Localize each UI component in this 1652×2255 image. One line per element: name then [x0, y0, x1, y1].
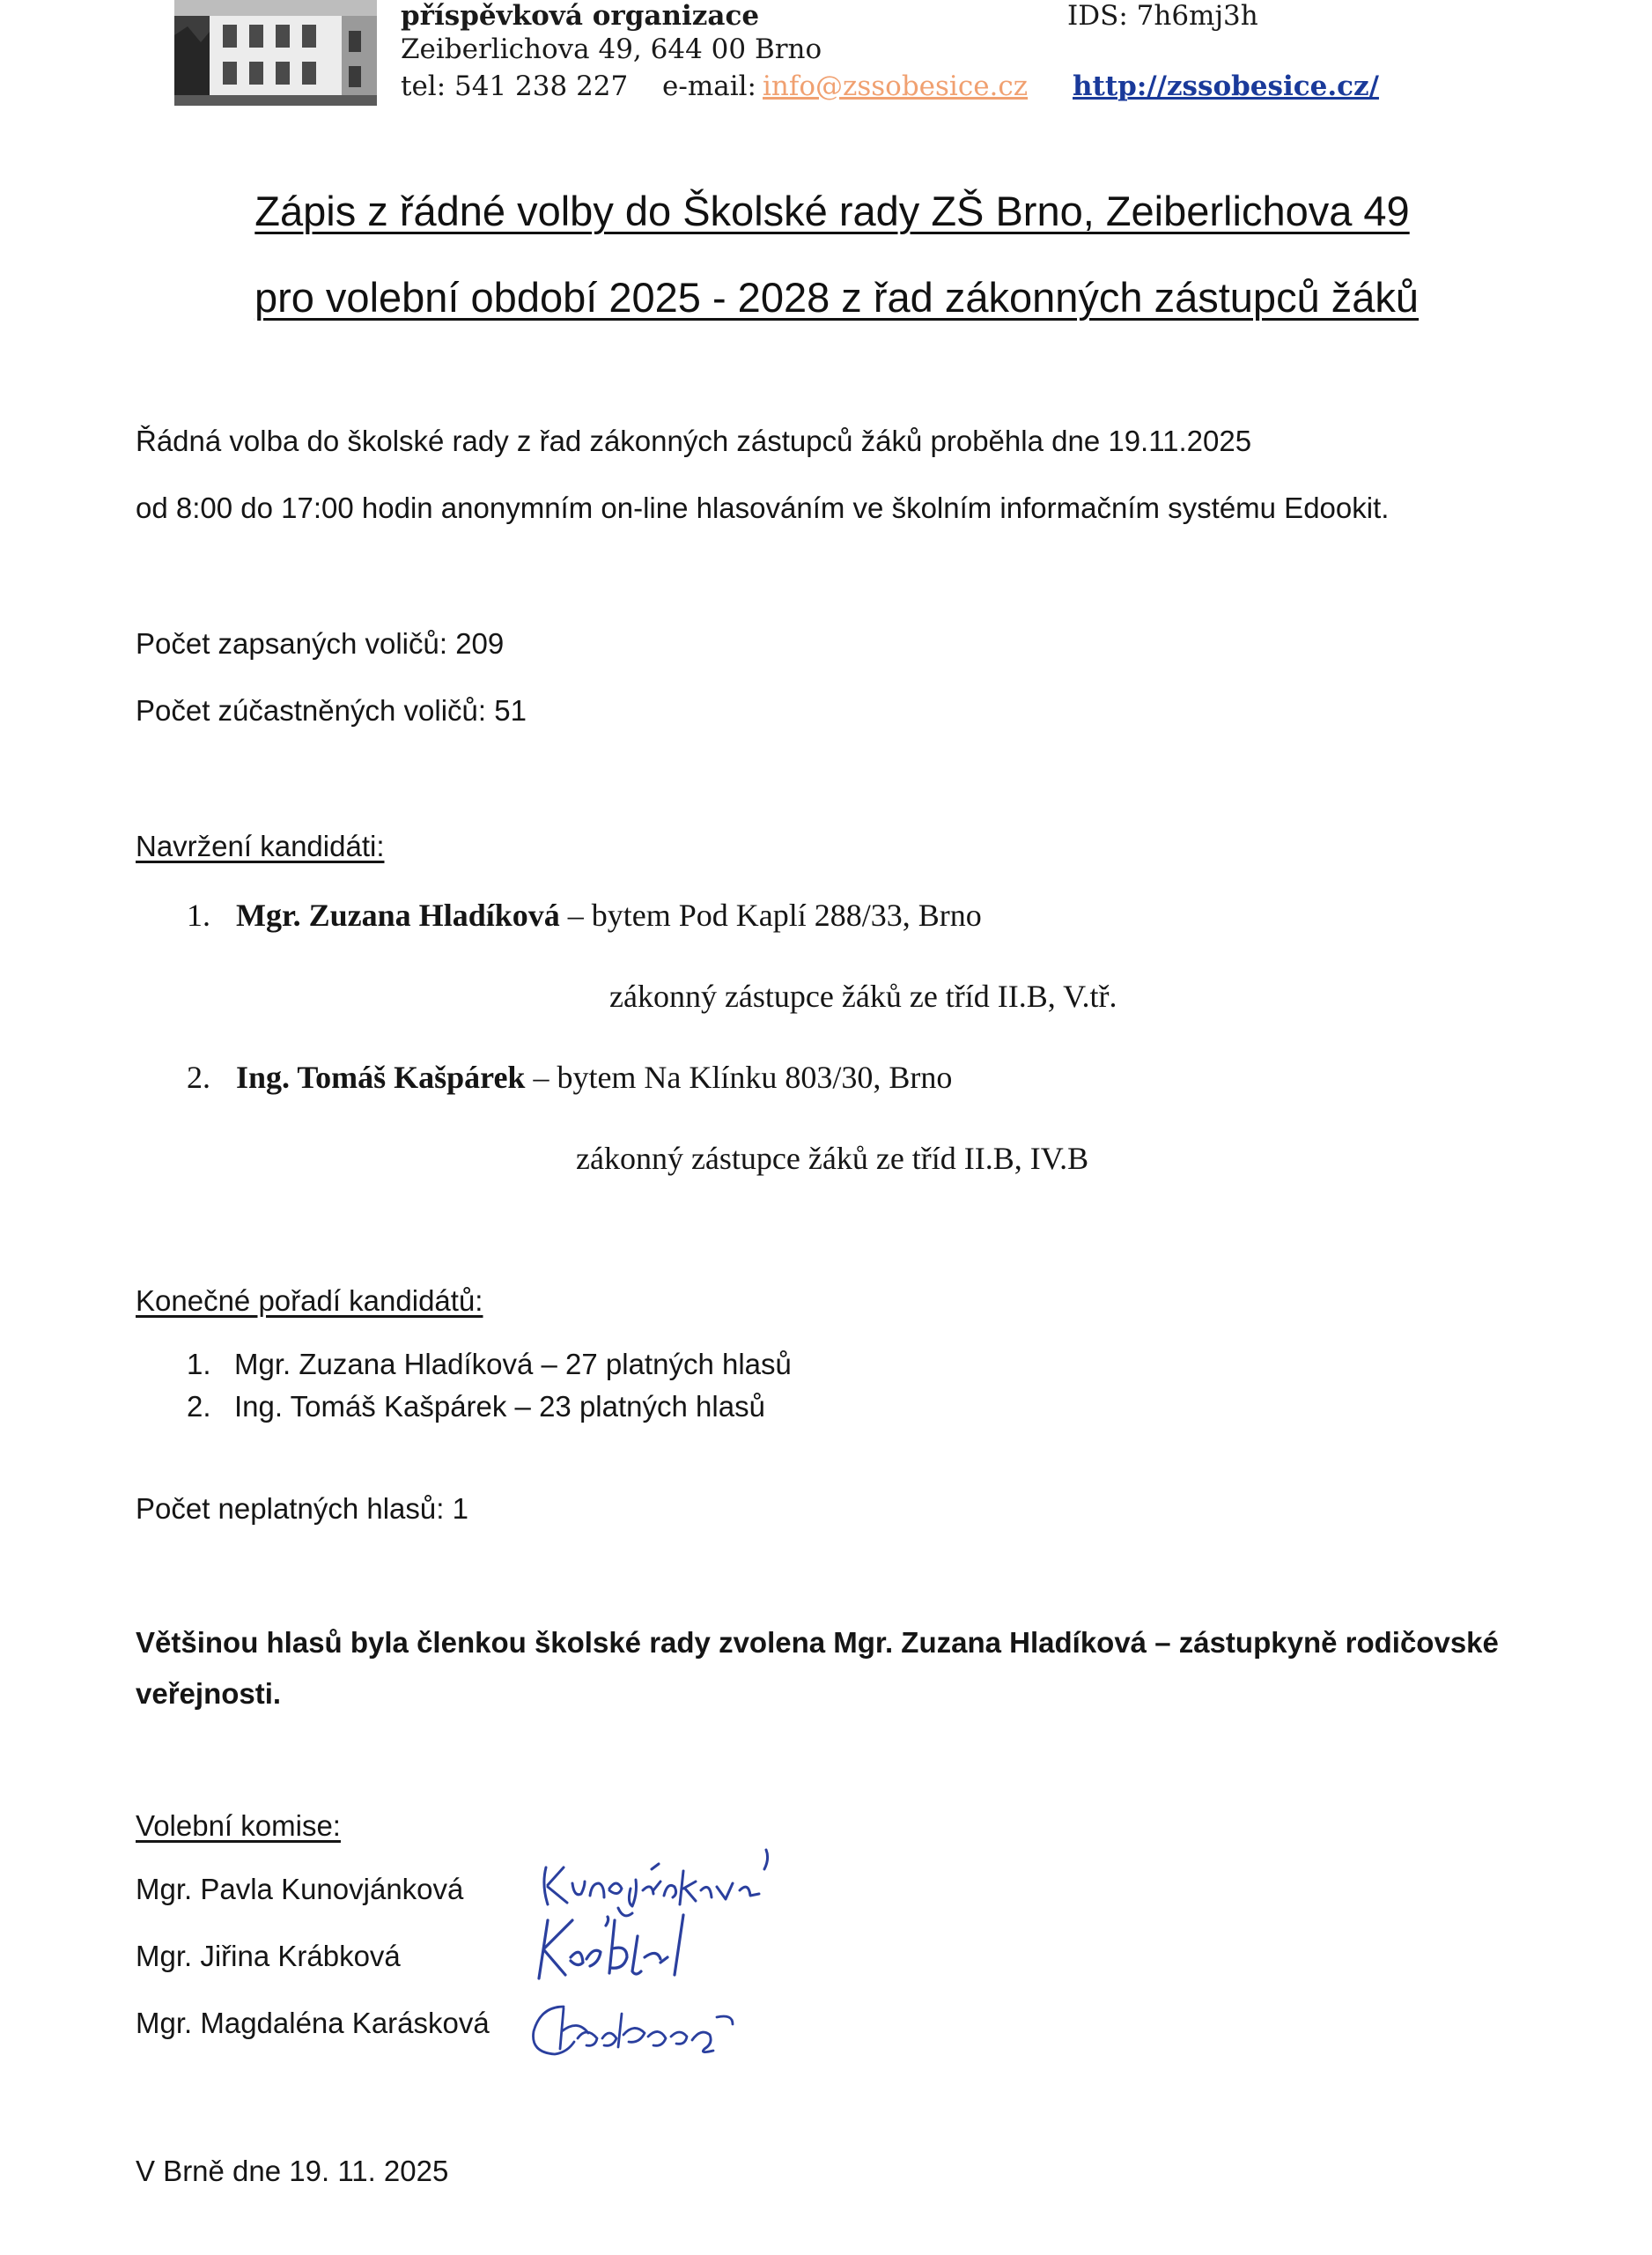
- ranking-2-text: Ing. Tomáš Kašpárek – 23 platných hlasů: [234, 1390, 765, 1423]
- email-link[interactable]: info@zssobesice.cz: [763, 70, 1029, 102]
- candidate-1-role: zákonný zástupce žáků ze tříd II.B, V.tř.: [609, 979, 1117, 1014]
- ranking-1-number: 1.: [187, 1348, 211, 1380]
- document-title-line-2: pro volební období 2025 - 2028 z řad zákonných zástupců žáků: [254, 274, 1420, 321]
- result-line-2: veřejnosti.: [136, 1677, 282, 1710]
- candidates-heading: Navržení kandidáti:: [136, 830, 385, 862]
- school-building-photo: [174, 0, 377, 106]
- participating-voters: Počet zúčastněných voličů: 51: [136, 694, 527, 727]
- ranking-2-number: 2.: [187, 1390, 211, 1423]
- ranking-heading: Konečné pořadí kandidátů:: [136, 1284, 483, 1317]
- school-phone: tel: 541 238 227: [401, 70, 629, 102]
- website-link[interactable]: http://zssobesice.cz/: [1073, 70, 1379, 102]
- candidate-1-number: 1.: [187, 898, 210, 933]
- registered-voters: Počet zapsaných voličů: 209: [136, 627, 505, 660]
- signature-3: [525, 1996, 754, 2066]
- invalid-votes: Počet neplatných hlasů: 1: [136, 1492, 468, 1525]
- candidate-2-role: zákonný zástupce žáků ze tříd II.B, IV.B: [576, 1141, 1089, 1176]
- document-title-line-1: Zápis z řádné volby do Školské rady ZŠ Brno, Zeiberlichova 49: [254, 188, 1410, 234]
- data-box-id: IDS: 7h6mj3h: [1067, 0, 1258, 32]
- intro-line-1: Řádná volba do školské rady z řad zákonných zástupců žáků proběhla dne 19.11.2025: [136, 425, 1252, 457]
- place-and-date: V Brně dne 19. 11. 2025: [136, 2155, 449, 2187]
- intro-line-2: od 8:00 do 17:00 hodin anonymním on-line hlasováním ve školním informačním systému Edookit.: [136, 492, 1390, 524]
- commission-member-2: Mgr. Jiřina Krábková: [136, 1940, 401, 1972]
- result-line-1: Většinou hlasů byla členkou školské rady zvolena Mgr. Zuzana Hladíková – zástupkyně rodičovské: [136, 1626, 1499, 1659]
- ranking-1-text: Mgr. Zuzana Hladíková – 27 platných hlasů: [234, 1348, 792, 1380]
- email-label: e-mail:: [662, 70, 756, 102]
- commission-member-3: Mgr. Magdaléna Karásková: [136, 2007, 490, 2039]
- org-type: příspěvková organizace: [401, 0, 760, 32]
- candidate-1-entry: [236, 897, 982, 934]
- candidate-2-name: Ing. Tomáš Kašpárek: [236, 1060, 526, 1095]
- candidate-2-entry: [236, 1059, 952, 1096]
- signature-2: [528, 1894, 740, 1991]
- commission-member-1: Mgr. Pavla Kunovjánková: [136, 1873, 464, 1905]
- candidate-2-address: – bytem Na Klínku 803/30, Brno: [525, 1060, 953, 1095]
- commission-heading: Volební komise:: [136, 1809, 341, 1842]
- candidate-1-address: – bytem Pod Kaplí 288/33, Brno: [559, 898, 982, 933]
- school-address: Zeiberlichova 49, 644 00 Brno: [401, 33, 822, 65]
- candidate-1-name: Mgr. Zuzana Hladíková: [236, 898, 560, 933]
- candidate-2-number: 2.: [187, 1060, 210, 1095]
